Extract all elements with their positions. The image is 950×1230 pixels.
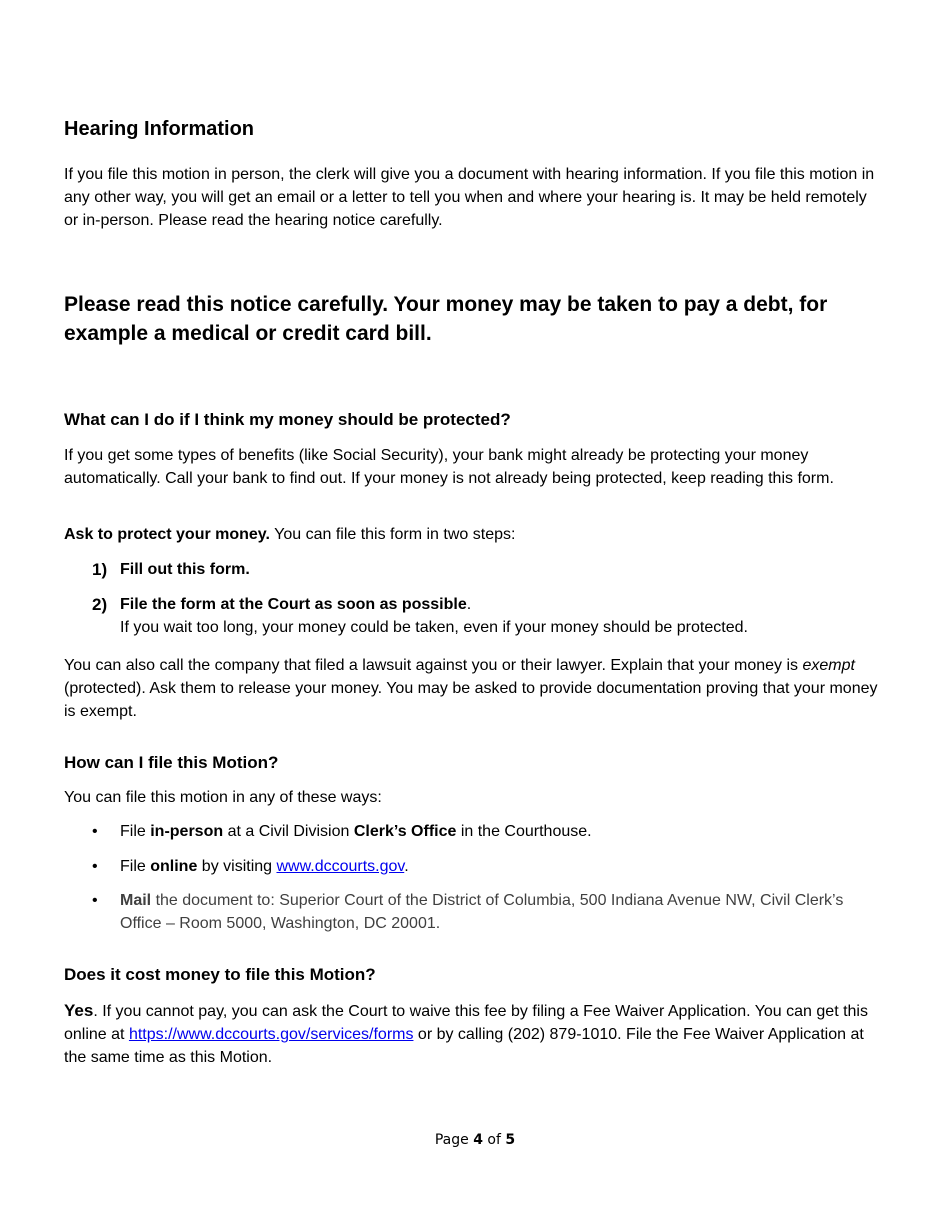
step-1 xyxy=(64,558,884,581)
step-number: 2) xyxy=(92,595,108,614)
bullet-text: the document to: Superior Court of the District of Columbia, 500 Indiana Avenue NW, Civil Clerk’s Office – Room 5000, Washington, DC 20001. xyxy=(120,892,844,932)
cost-text-2: or by calling (202) 879-1010. File the Fee Waiver Application at the same time as this Motion. xyxy=(64,1026,864,1066)
step-subtext: If you wait too long, your money could be taken, even if your money should be protected. xyxy=(120,619,748,636)
dccourts-link[interactable]: www.dccourts.gov xyxy=(276,858,405,875)
step-text: File the form at the Court as soon as possible xyxy=(120,596,467,613)
bullet-dot: • xyxy=(92,823,98,840)
protect-heading: What can I do if I think my money should be protected? xyxy=(64,410,511,429)
cost-body xyxy=(64,999,884,1069)
step-text: Fill out this form. xyxy=(120,561,250,578)
step-suffix: . xyxy=(466,596,472,613)
bullet-text: . xyxy=(404,858,409,875)
also-call-text-1: You can also call the company that filed a lawsuit against you or their lawyer. Explain that your money is xyxy=(64,657,803,674)
bullet-dot: • xyxy=(92,858,98,875)
bullet-bold: online xyxy=(150,858,198,875)
step-2 xyxy=(64,593,884,639)
bullet-text: by visiting xyxy=(197,858,277,875)
page-total: 5 xyxy=(505,1132,516,1148)
also-call-paragraph xyxy=(64,654,884,723)
bullet-text: at a Civil Division xyxy=(223,823,354,840)
cost-heading: Does it cost money to file this Motion? xyxy=(64,965,376,984)
notice-text: Please read this notice carefully. Your money may be taken to pay a debt, for example a medical or credit card bill. xyxy=(64,293,828,345)
bullet-text: File xyxy=(120,858,151,875)
bullet-text: File xyxy=(120,823,151,840)
bullet-in-person xyxy=(64,820,884,843)
bullet-text: in the Courthouse. xyxy=(456,823,592,840)
how-file-heading: How can I file this Motion? xyxy=(64,753,279,772)
bullet-online xyxy=(64,855,884,878)
page-of: of xyxy=(487,1132,501,1148)
step-number: 1) xyxy=(92,560,108,579)
hearing-heading: Hearing Information xyxy=(64,118,255,140)
also-call-text-2: (protected). Ask them to release your money. You may be asked to provide documentation proving that your money is exempt. xyxy=(64,680,878,720)
bullet-mail xyxy=(64,889,884,935)
bullet-bold: in-person xyxy=(150,823,224,840)
forms-link[interactable]: https://www.dccourts.gov/services/forms xyxy=(128,1026,414,1043)
ask-protect-paragraph xyxy=(64,523,884,546)
page-current: 4 xyxy=(473,1132,483,1148)
bullet-bold: Clerk’s Office xyxy=(353,823,457,840)
bullet-dot: • xyxy=(92,892,98,909)
page-footer xyxy=(0,1132,950,1148)
bullet-bold: Mail xyxy=(120,892,152,909)
page-label: Page xyxy=(434,1132,469,1148)
yes-answer: Yes xyxy=(64,1001,94,1020)
hearing-body: If you file this motion in person, the clerk will give you a document with hearing information. If you file this motion in any other way, you will get an email or a letter to tell you when and where your hearing is. It may be held remotely or in-person. Please read the hearing notice carefully. xyxy=(64,166,875,229)
ask-protect-rest: You can file this form in two steps: xyxy=(269,526,516,543)
cost-text-1: . If you cannot pay, you can ask the Court to waive this fee by filing a Fee Waiver Application. You can get this online at xyxy=(64,1003,868,1043)
protect-body: If you get some types of benefits (like Social Security), your bank might already be protecting your money automatically. Call your bank to find out. If your money is not already being protected, keep reading this form. xyxy=(64,447,834,487)
ask-protect-bold: Ask to protect your money. xyxy=(64,526,270,543)
how-file-intro: You can file this motion in any of these ways: xyxy=(64,789,382,806)
exempt-term: exempt xyxy=(802,657,855,674)
